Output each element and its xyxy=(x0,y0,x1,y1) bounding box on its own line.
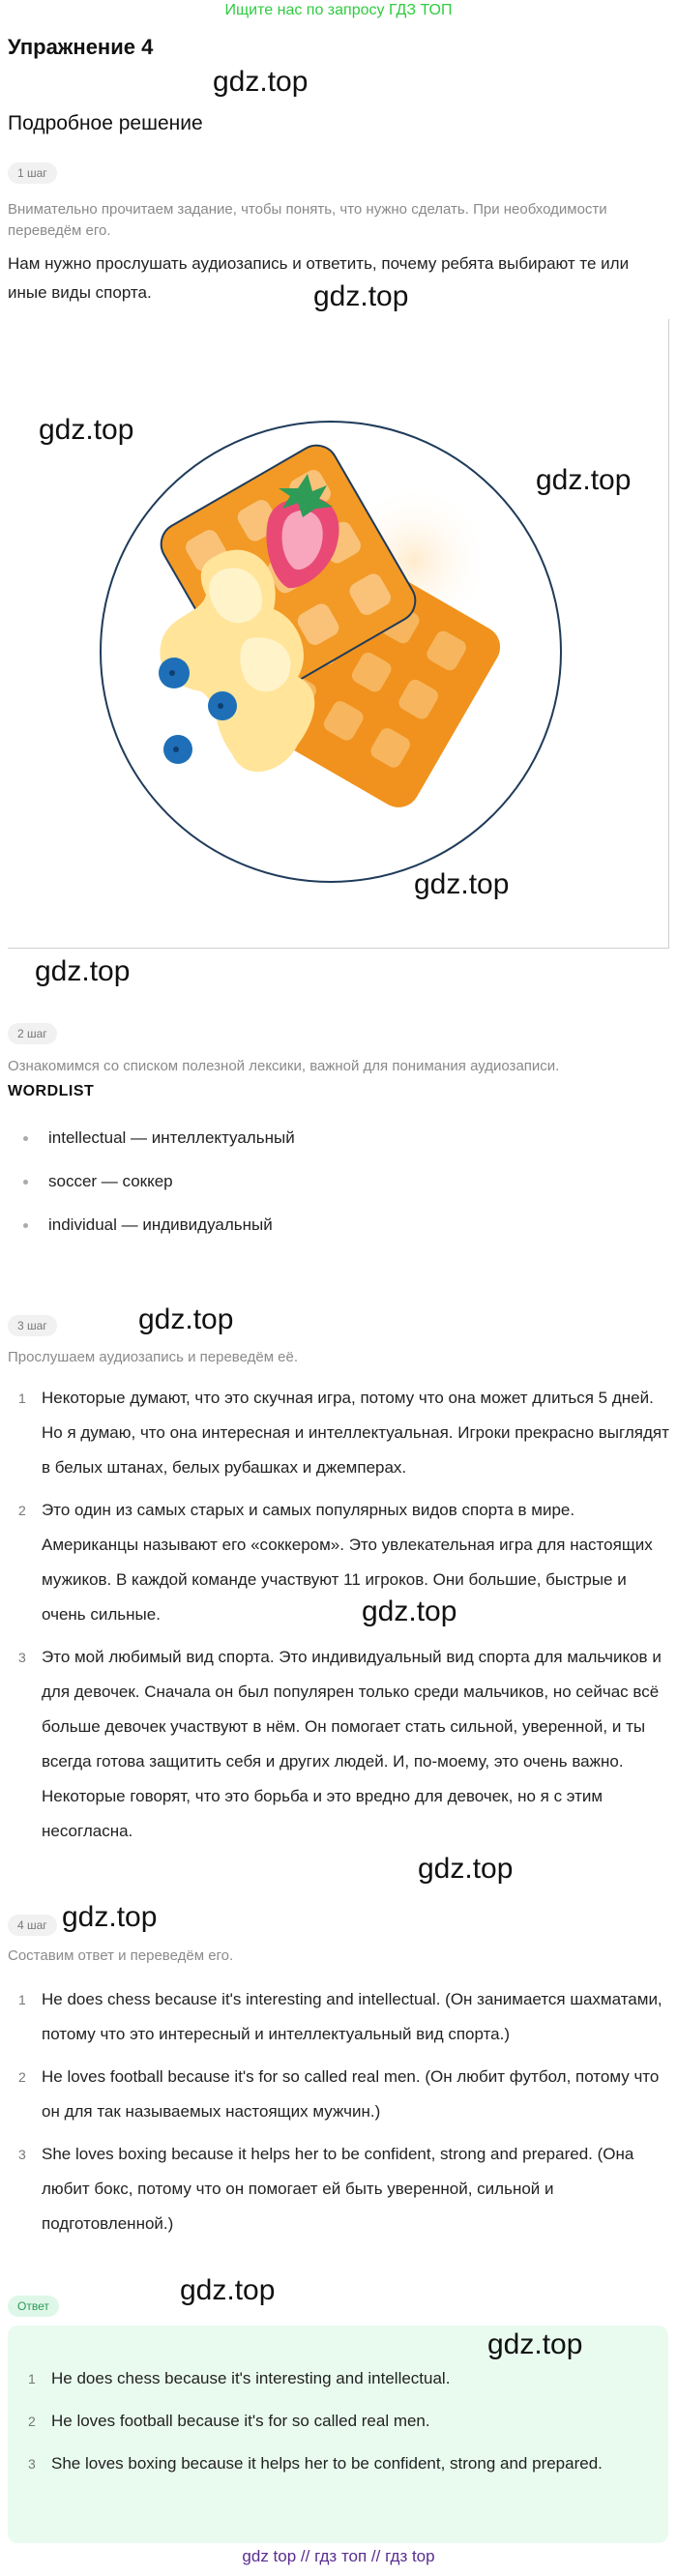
translation-list xyxy=(8,1381,669,1857)
step-badge: 4 шаг xyxy=(8,1915,57,1936)
watermark: gdz.top xyxy=(138,1303,234,1335)
list-item: soccer — соккер xyxy=(23,1171,603,1192)
step-note: Ознакомимся со списком полезной лексики, важной для понимания аудиозаписи. xyxy=(8,1058,560,1074)
wordlist-heading: WORDLIST xyxy=(8,1083,95,1099)
list-item: intellectual — интеллектуальный xyxy=(23,1127,603,1149)
list-item: 1 He does chess because it's interesting and intellectual. xyxy=(28,2369,451,2387)
bullet-icon xyxy=(23,1180,28,1185)
bullet-icon xyxy=(23,1136,28,1141)
step-badge: 3 шаг xyxy=(8,1315,57,1336)
watermark: gdz.top xyxy=(487,2328,583,2360)
watermark: gdz.top xyxy=(313,280,409,312)
list-item: 2 Это один из самых старых и самых популярных видов спорта в мире. Американцы называют его «соккером». Это увлекательная игра для настоящих мужиков. В каждой команде участвуют 11 игроков. Они большие, быстрые и очень сильные. xyxy=(18,1501,653,1624)
step-badge: 2 шаг xyxy=(8,1023,57,1044)
watermark: gdz.top xyxy=(213,66,309,98)
step-badge: 1 шаг xyxy=(8,162,57,184)
watermark: gdz.top xyxy=(536,464,632,496)
watermark: gdz.top xyxy=(362,1595,457,1627)
answer-list xyxy=(17,2361,656,2489)
bullet-icon xyxy=(23,1223,28,1228)
watermark: gdz.top xyxy=(414,868,510,900)
list-item: 3 She loves boxing because it helps her to be confident, strong and prepared. (Она любит бокс, потому что он помогает ей быть уверенной, сильной и подготовленной.) xyxy=(18,2145,634,2233)
page-title: Упражнение 4 xyxy=(8,35,154,59)
watermark: gdz.top xyxy=(39,414,134,446)
list-item: 2 He loves football because it's for so called real men. (Он любит футбол, потому что он для так называемых настоящих мужчин.) xyxy=(18,2067,660,2121)
list-item: 3 Это мой любимый вид спорта. Это индивидуальный вид спорта для мальчиков и для девочек. Сначала он был популярен только среди мальчиков, но сейчас всё больше девочек участвуют в нём. Он помогает стать сильной, уверенной, и ты всегда готова защитить себя и других людей. И, по-моему, это очень важно. Некоторые говорят, что это борьба и это вредно для девочек, но я с этим несогласна. xyxy=(18,1648,662,1840)
step-note: Внимательно прочитаем задание, чтобы понять, что нужно сделать. При необходимости переведём его. xyxy=(8,201,607,239)
list-item: 2 He loves football because it's for so called real men. xyxy=(28,2412,430,2430)
step-note: Прослушаем аудиозапись и переведём её. xyxy=(8,1349,299,1365)
wordlist xyxy=(23,1127,603,1258)
search-banner: Ищите нас по запросу ГДЗ ТОП xyxy=(224,2,453,18)
footer-links[interactable]: gdz top // гдз топ // гдз top xyxy=(242,2547,435,2565)
watermark: gdz.top xyxy=(180,2274,276,2306)
watermark: gdz.top xyxy=(35,955,131,987)
list-item: individual — индивидуальный xyxy=(23,1215,603,1236)
list-item: 1 Некоторые думают, что это скучная игра, потому что она может длиться 5 дней. Но я думаю, что она интересная и интеллектуальная. Игроки прекрасно выглядят в белых штанах, белых рубашках и джемперах. xyxy=(18,1389,669,1477)
answer-badge: Ответ xyxy=(8,2296,59,2317)
list-item: 3 She loves boxing because it helps her to be confident, strong and prepared. xyxy=(28,2454,603,2473)
answer-draft-list xyxy=(8,1982,669,2249)
step-note: Составим ответ и переведём его. xyxy=(8,1947,234,1964)
watermark: gdz.top xyxy=(418,1853,514,1885)
watermark: gdz.top xyxy=(62,1901,158,1933)
list-item: 1 He does chess because it's interesting and intellectual. (Он занимается шахматами, потому что это интересный и интеллектуальный вид спорта.) xyxy=(18,1990,662,2043)
section-subtitle: Подробное решение xyxy=(8,112,203,134)
step-text: Нам нужно прослушать аудиозапись и ответить, почему ребята выбирают те или иные виды спорта. xyxy=(8,254,630,302)
